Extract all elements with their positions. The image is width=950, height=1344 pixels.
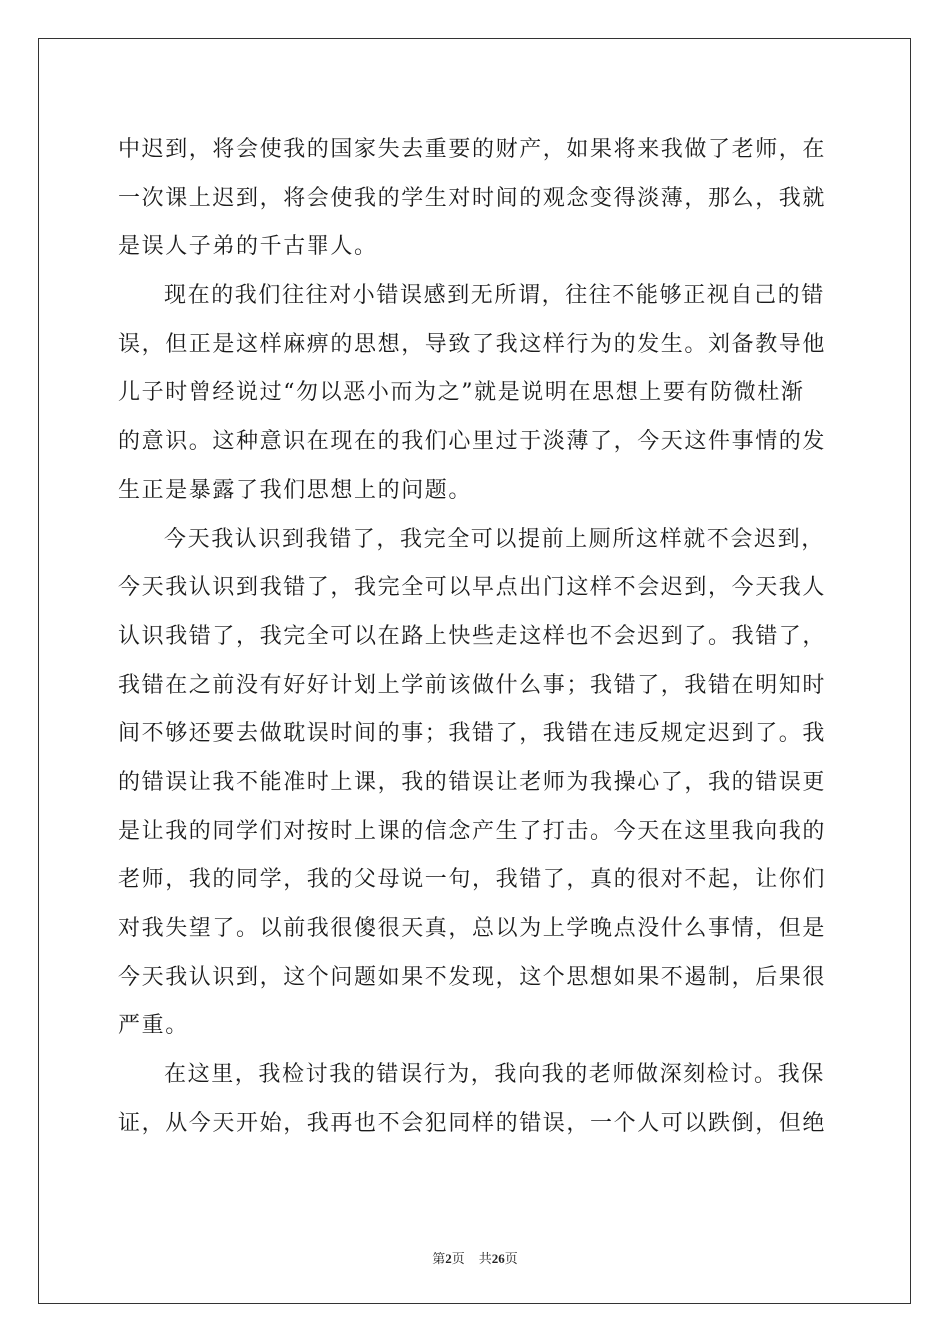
text-line: 中迟到，将会使我的国家失去重要的财产，如果将来我做了老师，在 xyxy=(118,137,827,162)
text-line: 儿子时曾经说过“勿以恶小而为之”就是说明在思想上要有防微杜渐 xyxy=(118,380,805,406)
text-line: 认识我错了，我完全可以在路上快些走这样也不会迟到了。我错了， xyxy=(118,623,827,649)
text-line: 今天我认识到我错了，我完全可以提前上厕所这样就不会迟到， xyxy=(164,526,825,552)
text-line: 严重。 xyxy=(118,1013,189,1039)
text-line: 今天我认识到，这个问题如果不发现，这个思想如果不遏制，后果很 xyxy=(118,964,827,990)
footer-total-prefix: 共 xyxy=(478,1251,492,1266)
page-footer xyxy=(0,1248,950,1267)
text-line: 是让我的同学们对按时上课的信念产生了打击。今天在这里我向我的 xyxy=(118,818,827,844)
text-line: 老师，我的同学，我的父母说一句，我错了，真的很对不起，让你们 xyxy=(118,867,827,893)
footer-total-suffix: 页 xyxy=(504,1251,518,1266)
document-body xyxy=(118,126,834,1148)
text-line: 生正是暴露了我们思想上的问题。 xyxy=(118,477,473,503)
footer-page-prefix: 第 xyxy=(432,1251,446,1266)
text-line: 是误人子弟的千古罪人。 xyxy=(118,234,378,260)
text-line: 我错在之前没有好好计划上学前该做什么事；我错了，我错在明知时 xyxy=(118,672,827,698)
text-line: 一次课上迟到，将会使我的学生对时间的观念变得淡薄，那么，我就 xyxy=(118,185,827,211)
text-line: 对我失望了。以前我很傻很天真，总以为上学晚点没什么事情，但是 xyxy=(118,916,827,941)
text-line: 的意识。这种意识在现在的我们心里过于淡薄了，今天这件事情的发 xyxy=(118,429,827,455)
text-line: 在这里，我检讨我的错误行为，我向我的老师做深刻检讨。我保 xyxy=(164,1062,825,1088)
text-line: 误，但正是这样麻痹的思想，导致了我这样行为的发生。刘备教导他 xyxy=(118,331,827,357)
footer-total-pages: 26 xyxy=(491,1251,505,1266)
footer-page-number: 2 xyxy=(445,1251,452,1266)
text-line: 间不够还要去做耽误时间的事；我错了，我错在违反规定迟到了。我 xyxy=(118,721,827,747)
text-line: 现在的我们往往对小错误感到无所谓，往往不能够正视自己的错 xyxy=(164,283,825,309)
text-line: 证，从今天开始，我再也不会犯同样的错误，一个人可以跌倒，但绝 xyxy=(118,1110,827,1136)
text-line: 今天我认识到我错了，我完全可以早点出门这样不会迟到，今天我人 xyxy=(118,575,827,601)
footer-page-suffix: 页 xyxy=(451,1251,465,1266)
text-line: 的错误让我不能准时上课，我的错误让老师为我操心了，我的错误更 xyxy=(118,769,827,795)
